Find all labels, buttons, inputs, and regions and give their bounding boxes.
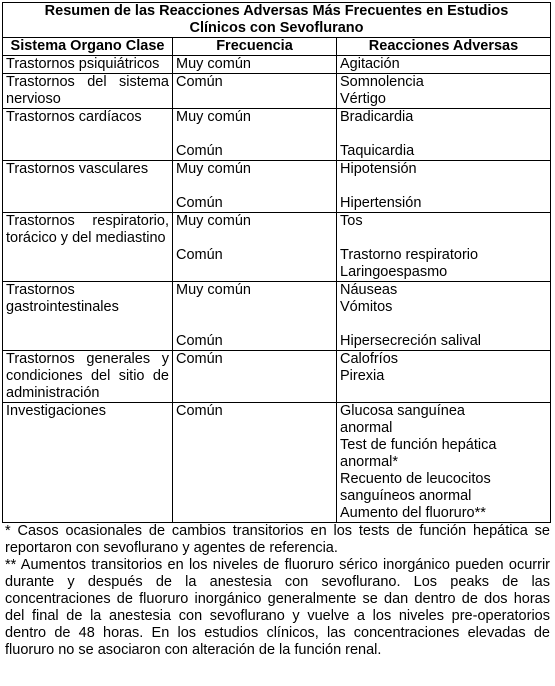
frequency-line: Común: [176, 74, 223, 90]
reactions-line: Náuseas: [340, 282, 398, 298]
header-organ-class: Sistema Organo Clase: [3, 38, 173, 56]
frequency-line: [176, 230, 333, 247]
frequency-cell: [173, 351, 337, 403]
frequency-line: Muy común: [176, 282, 251, 298]
reactions-line: Vómitos: [340, 299, 393, 315]
reactions-cell: [337, 109, 551, 161]
reactions-line: Hipotensión: [340, 161, 417, 177]
organ-class-cell: [3, 161, 173, 213]
frequency-line: Muy común: [176, 56, 251, 72]
reactions-line: Recuento de leucocitos: [340, 471, 491, 487]
frequency-line: Muy común: [176, 213, 251, 229]
reactions-line: [340, 126, 547, 143]
frequency-line: [176, 299, 333, 316]
reactions-line: Trastorno respiratorio: [340, 247, 479, 263]
organ-line: Trastornos respiratorio,: [6, 213, 169, 229]
reactions-line: Laringoespasmo: [340, 264, 448, 280]
table-row: [3, 351, 551, 403]
reactions-cell: [337, 56, 551, 74]
frequency-cell: [173, 282, 337, 351]
reactions-cell: [337, 351, 551, 403]
frequency-cell: [173, 403, 337, 523]
reactions-line: Test de función hepática: [340, 437, 497, 453]
reactions-line: anormal*: [340, 454, 399, 470]
reactions-cell: [337, 213, 551, 282]
table-title-line-1: Resumen de las Reacciones Adversas Más Frecuentes en Estudios: [44, 3, 509, 19]
organ-line: Trastornos cardíacos: [6, 109, 142, 125]
organ-class-cell: [3, 109, 173, 161]
organ-line: torácico y del mediastino: [6, 230, 166, 246]
reactions-line: Bradicardia: [340, 109, 414, 125]
table-row: [3, 161, 551, 213]
reactions-line: Aumento del fluoruro**: [340, 505, 486, 521]
table-body: [3, 56, 551, 523]
table-title-line-2: Clínicos con Sevoflurano: [189, 20, 364, 36]
reactions-cell: [337, 161, 551, 213]
frequency-cell: [173, 213, 337, 282]
frequency-line: Común: [176, 247, 223, 263]
table-row: [3, 282, 551, 351]
reactions-line: [340, 230, 547, 247]
reactions-line: Taquicardia: [340, 143, 415, 159]
reactions-line: Hipersecreción salival: [340, 333, 482, 349]
table-row: [3, 74, 551, 109]
frequency-cell: [173, 109, 337, 161]
frequency-line: [176, 178, 333, 195]
reactions-line: anormal: [340, 420, 393, 436]
reactions-line: [340, 316, 547, 333]
reactions-line: Vértigo: [340, 91, 386, 107]
reactions-line: Tos: [340, 213, 363, 229]
reactions-cell: [337, 403, 551, 523]
organ-class-cell: [3, 74, 173, 109]
reactions-line: Glucosa sanguínea: [340, 403, 465, 419]
organ-line: administración: [6, 385, 100, 401]
organ-line: Trastornos vasculares: [6, 161, 149, 177]
header-frequency: Frecuencia: [173, 38, 337, 56]
frequency-line: Común: [176, 351, 223, 367]
frequency-line: Común: [176, 143, 223, 159]
reactions-line: Hipertensión: [340, 195, 422, 211]
organ-line: condiciones del sitio de: [6, 368, 169, 384]
organ-line: nervioso: [6, 91, 61, 107]
frequency-line: [176, 126, 333, 143]
frequency-line: Común: [176, 403, 223, 419]
reactions-line: Agitación: [340, 56, 400, 72]
footnote-fluoride: ** Aumentos transitorios en los niveles de fluoruro sérico inorgánico pueden ocurrir durante y después de la anestesia con sevoflurano. Los peaks de las concentraciones de fluoruro inorgánico generalmente se dan dentro de dos horas del final de la anestesia con sevoflurano y vuelve a los niveles pre-operatorios dentro de 48 horas. En los estudios clínicos, las concentraciones elevadas de fluoruro no se asociaron con alteración de la función renal.: [5, 557, 550, 658]
organ-class-cell: [3, 351, 173, 403]
reactions-line: Calofríos: [340, 351, 399, 367]
organ-line: Trastornos psiquiátricos: [6, 56, 160, 72]
table-title: [3, 3, 551, 38]
reactions-line: [340, 178, 547, 195]
table-row: [3, 213, 551, 282]
organ-line: Investigaciones: [6, 403, 106, 419]
organ-line: Trastornos generales y: [6, 351, 169, 367]
frequency-cell: [173, 74, 337, 109]
organ-line: gastrointestinales: [6, 299, 119, 315]
reactions-line: sanguíneos anormal: [340, 488, 472, 504]
frequency-line: Muy común: [176, 161, 251, 177]
reactions-cell: [337, 74, 551, 109]
frequency-line: Común: [176, 195, 223, 211]
table-row: [3, 403, 551, 523]
frequency-cell: [173, 56, 337, 74]
frequency-cell: [173, 161, 337, 213]
adverse-reactions-table: [2, 2, 551, 523]
header-adverse-reactions: Reacciones Adversas: [337, 38, 551, 56]
table-row: [3, 56, 551, 74]
header-row: [3, 38, 551, 56]
organ-line: Trastornos del sistema: [6, 74, 169, 90]
organ-line: Trastornos: [6, 282, 75, 298]
organ-class-cell: [3, 282, 173, 351]
reactions-line: Pirexia: [340, 368, 385, 384]
frequency-line: Común: [176, 333, 223, 349]
table-row: [3, 109, 551, 161]
reactions-cell: [337, 282, 551, 351]
footnotes: [2, 523, 553, 659]
organ-class-cell: [3, 403, 173, 523]
frequency-line: [176, 316, 333, 333]
footnote-hepatic: * Casos ocasionales de cambios transitorios en los tests de función hepática se reportaron con sevoflurano y agentes de referencia.: [5, 523, 550, 556]
reactions-line: Somnolencia: [340, 74, 424, 90]
organ-class-cell: [3, 56, 173, 74]
organ-class-cell: [3, 213, 173, 282]
frequency-line: Muy común: [176, 109, 251, 125]
